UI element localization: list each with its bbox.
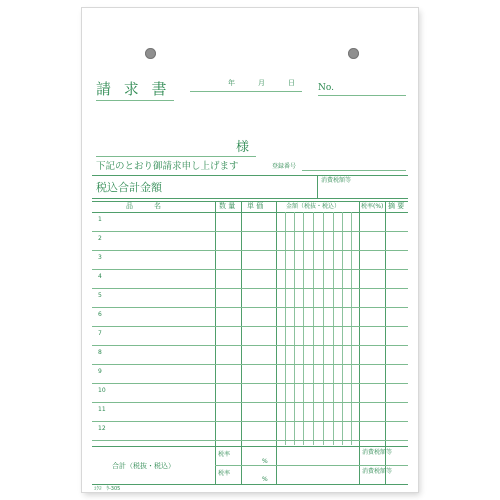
date-month-label: 月 <box>258 79 265 87</box>
product-code: ｺｸﾖ ｳ-305 <box>94 486 121 492</box>
consumption-tax-label: 消費税額等 <box>362 468 393 475</box>
amount-digit-line <box>313 212 314 445</box>
column-header-unit-price: 単 価 <box>247 202 264 210</box>
column-divider-tax-rate <box>359 201 360 485</box>
row-number: 7 <box>98 330 102 337</box>
column-header-amount: 金額（税抜・税込） <box>286 203 341 210</box>
table-row-line <box>92 269 408 270</box>
total-row-top <box>92 446 408 447</box>
percent-sign: % <box>262 476 268 483</box>
table-row-line <box>92 421 408 422</box>
column-header-tax-rate: 税率(%) <box>361 203 384 210</box>
row-number: 11 <box>98 406 106 413</box>
recipient-underline <box>96 156 256 157</box>
row-number: 5 <box>98 292 102 299</box>
table-row-line <box>92 402 408 403</box>
amount-digit-line <box>323 212 324 445</box>
table-row-line <box>92 345 408 346</box>
registration-underline <box>302 170 406 171</box>
table-header-divider <box>92 212 408 213</box>
row-number: 6 <box>98 311 102 318</box>
total-box-divider <box>317 175 318 199</box>
row-number: 3 <box>98 254 102 261</box>
column-divider-remarks <box>385 201 386 485</box>
tax-rate-label: 税率 <box>218 470 231 477</box>
table-row-line <box>92 364 408 365</box>
number-underline <box>318 95 406 96</box>
row-number: 1 <box>98 216 102 223</box>
date-year-label: 年 <box>228 79 235 87</box>
total-tax-included-label: 税込合計金額 <box>96 181 162 194</box>
table-row-line <box>92 326 408 327</box>
form-title: 請 求 書 <box>96 80 171 98</box>
amount-digit-line <box>285 212 286 445</box>
column-divider-amount <box>276 201 277 485</box>
registration-label: 登録番号 <box>272 163 297 170</box>
amount-digit-line <box>294 212 295 445</box>
row-number: 2 <box>98 235 102 242</box>
column-header-remarks: 摘 要 <box>388 202 405 210</box>
binding-hole-left <box>145 48 156 59</box>
row-number: 8 <box>98 349 102 356</box>
column-header-item: 品 名 <box>126 202 161 210</box>
invoice-statement: 下記のとおり御請求申し上げます <box>96 161 239 172</box>
tax-rate-label: 税率 <box>218 451 231 458</box>
table-row-line <box>92 288 408 289</box>
total-box-bottom <box>92 198 408 199</box>
consumption-tax-label: 消費税額等 <box>362 449 393 456</box>
date-day-label: 日 <box>288 79 295 87</box>
table-row-line <box>92 383 408 384</box>
row-number: 4 <box>98 273 102 280</box>
amount-digit-line <box>333 212 334 445</box>
table-bottom-border <box>92 484 408 485</box>
number-label: No. <box>318 83 334 93</box>
subtotal-label: 合計（税抜・税込） <box>112 462 175 470</box>
honorific: 様 <box>236 140 250 155</box>
tax-row-divider <box>215 465 408 466</box>
table-row-line <box>92 307 408 308</box>
binding-hole-right <box>348 48 359 59</box>
invoice-form <box>82 8 418 492</box>
column-divider-unit-price <box>241 201 242 485</box>
percent-sign: % <box>262 458 268 465</box>
row-number: 12 <box>98 425 106 432</box>
amount-digit-line <box>303 212 304 445</box>
total-box-top <box>92 175 408 176</box>
consumption-tax-label: 消費税額等 <box>321 177 352 184</box>
title-underline <box>96 100 174 101</box>
table-row-line <box>92 440 408 441</box>
table-row-line <box>92 250 408 251</box>
table-row-line <box>92 231 408 232</box>
date-underline <box>190 91 302 92</box>
column-header-quantity: 数 量 <box>219 202 236 210</box>
row-number: 9 <box>98 368 102 375</box>
amount-digit-line <box>351 212 352 445</box>
row-number: 10 <box>98 387 106 394</box>
amount-digit-line <box>342 212 343 445</box>
column-divider-quantity <box>215 201 216 485</box>
